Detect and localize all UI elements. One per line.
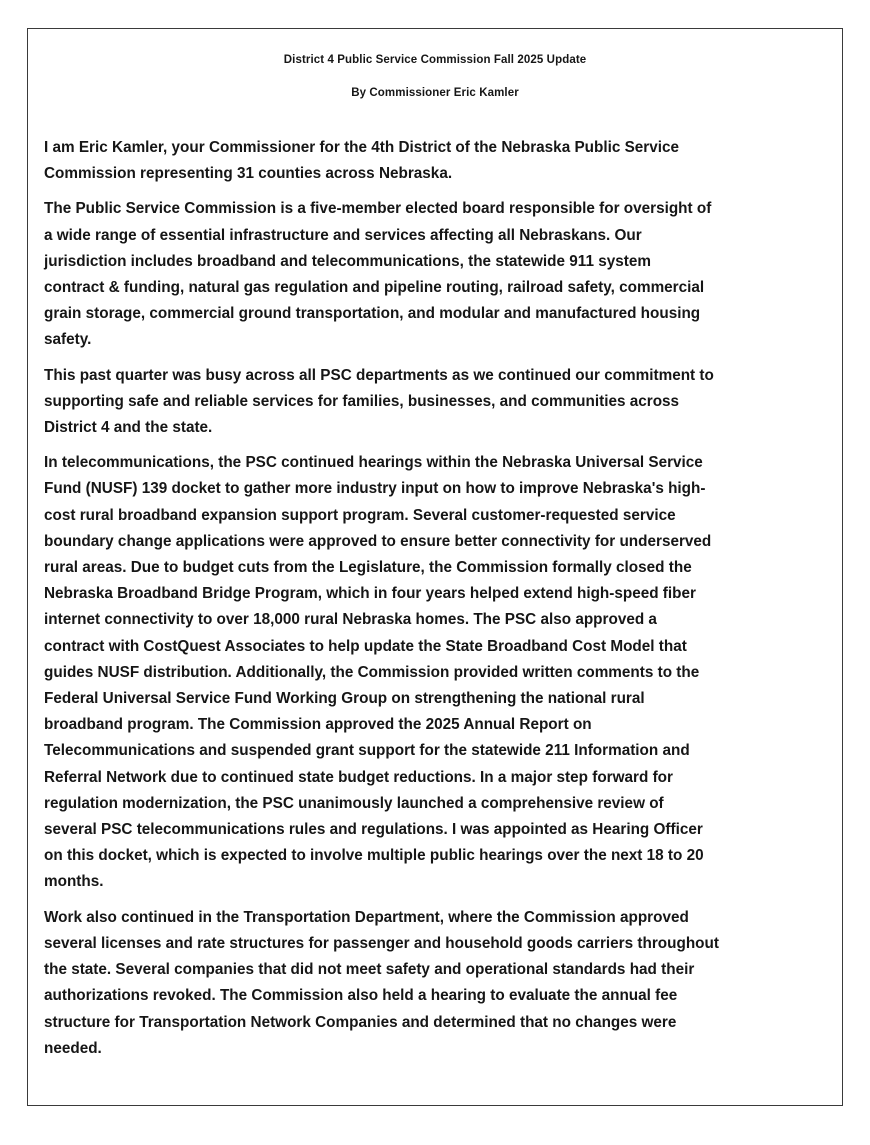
paragraph-line: contract & funding, natural gas regulation and pipeline routing, railroad safety, commercial — [44, 279, 705, 297]
paragraph-line: months. — [44, 873, 104, 891]
paragraph-line: supporting safe and reliable services for families, businesses, and communities across — [44, 392, 680, 410]
paragraph-line: the state. Several companies that did not meet safety and operational standards had their — [44, 961, 695, 979]
paragraph-line: rural areas. Due to budget cuts from the Legislature, the Commission formally closed the — [44, 559, 692, 577]
paragraph-line: a wide range of essential infrastructure and services affecting all Nebraskans. Our — [44, 226, 642, 244]
title-line-2: By Commissioner Eric Kamler — [351, 87, 519, 99]
paragraph-line: internet connectivity to over 18,000 rural Nebraska homes. The PSC also approved a — [44, 611, 657, 629]
paragraph-line: several PSC telecommunications rules and regulations. I was appointed as Hearing Officer — [44, 821, 703, 839]
paragraph-line: regulation modernization, the PSC unanimously launched a comprehensive review of — [44, 794, 664, 812]
paragraph-line: District 4 and the state. — [44, 419, 213, 437]
paragraph-line: cost rural broadband expansion support program. Several customer-requested service — [44, 506, 676, 524]
paragraph-4 — [44, 450, 834, 895]
paragraph-line: The Public Service Commission is a five-member elected board responsible for oversight of — [44, 200, 712, 218]
page-title — [27, 44, 843, 110]
paragraph-line: boundary change applications were approved to ensure better connectivity for underserved — [44, 532, 712, 550]
paragraph-line: broadband program. The Commission approved the 2025 Annual Report on — [44, 716, 592, 734]
paragraph-line: Work also continued in the Transportation Department, where the Commission approved — [44, 908, 689, 926]
paragraph-line: Telecommunications and suspended grant support for the statewide 211 Information and — [44, 742, 690, 760]
paragraph-line: In telecommunications, the PSC continued hearings within the Nebraska Universal Service — [44, 454, 703, 472]
paragraph-3 — [44, 363, 834, 442]
paragraph-line: This past quarter was busy across all PSC departments as we continued our commitment to — [44, 366, 714, 384]
paragraph-line: needed. — [44, 1039, 102, 1057]
paragraph-line: grain storage, commercial ground transportation, and modular and manufactured housing — [44, 305, 701, 323]
paragraph-2 — [44, 196, 834, 353]
paragraph-line: contract with CostQuest Associates to help update the State Broadband Cost Model that — [44, 637, 687, 655]
paragraph-line: Federal Universal Service Fund Working Group on strengthening the national rural — [44, 690, 645, 708]
paragraph-line: on this docket, which is expected to involve multiple public hearings over the next 18 to 20 — [44, 847, 704, 865]
paragraph-line: I am Eric Kamler, your Commissioner for the 4th District of the Nebraska Public Service — [44, 139, 680, 156]
paragraph-line: safety. — [44, 331, 92, 349]
paragraph-line: jurisdiction includes broadband and telecommunications, the statewide 911 system — [44, 252, 651, 270]
paragraph-line: guides NUSF distribution. Additionally, the Commission provided written comments to the — [44, 663, 700, 681]
paragraph-line: structure for Transportation Network Companies and determined that no changes were — [44, 1013, 677, 1031]
paragraph-line: several licenses and rate structures for passenger and household goods carriers throughout — [44, 934, 719, 952]
paragraph-line: Commission representing 31 counties across Nebraska. — [44, 165, 453, 183]
paragraph-line: authorizations revoked. The Commission also held a hearing to evaluate the annual fee — [44, 987, 678, 1005]
title-line-1: District 4 Public Service Commission Fall 2025 Update — [283, 54, 587, 66]
paragraph-5 — [44, 905, 834, 1062]
document-body — [44, 135, 834, 1071]
paragraph-1 — [44, 135, 834, 187]
paragraph-line: Nebraska Broadband Bridge Program, which in four years helped extend high-speed fiber — [44, 585, 696, 603]
paragraph-line: Referral Network due to continued state budget reductions. In a major step forward for — [44, 768, 673, 786]
paragraph-line: Fund (NUSF) 139 docket to gather more industry input on how to improve Nebraska's high- — [44, 480, 706, 498]
